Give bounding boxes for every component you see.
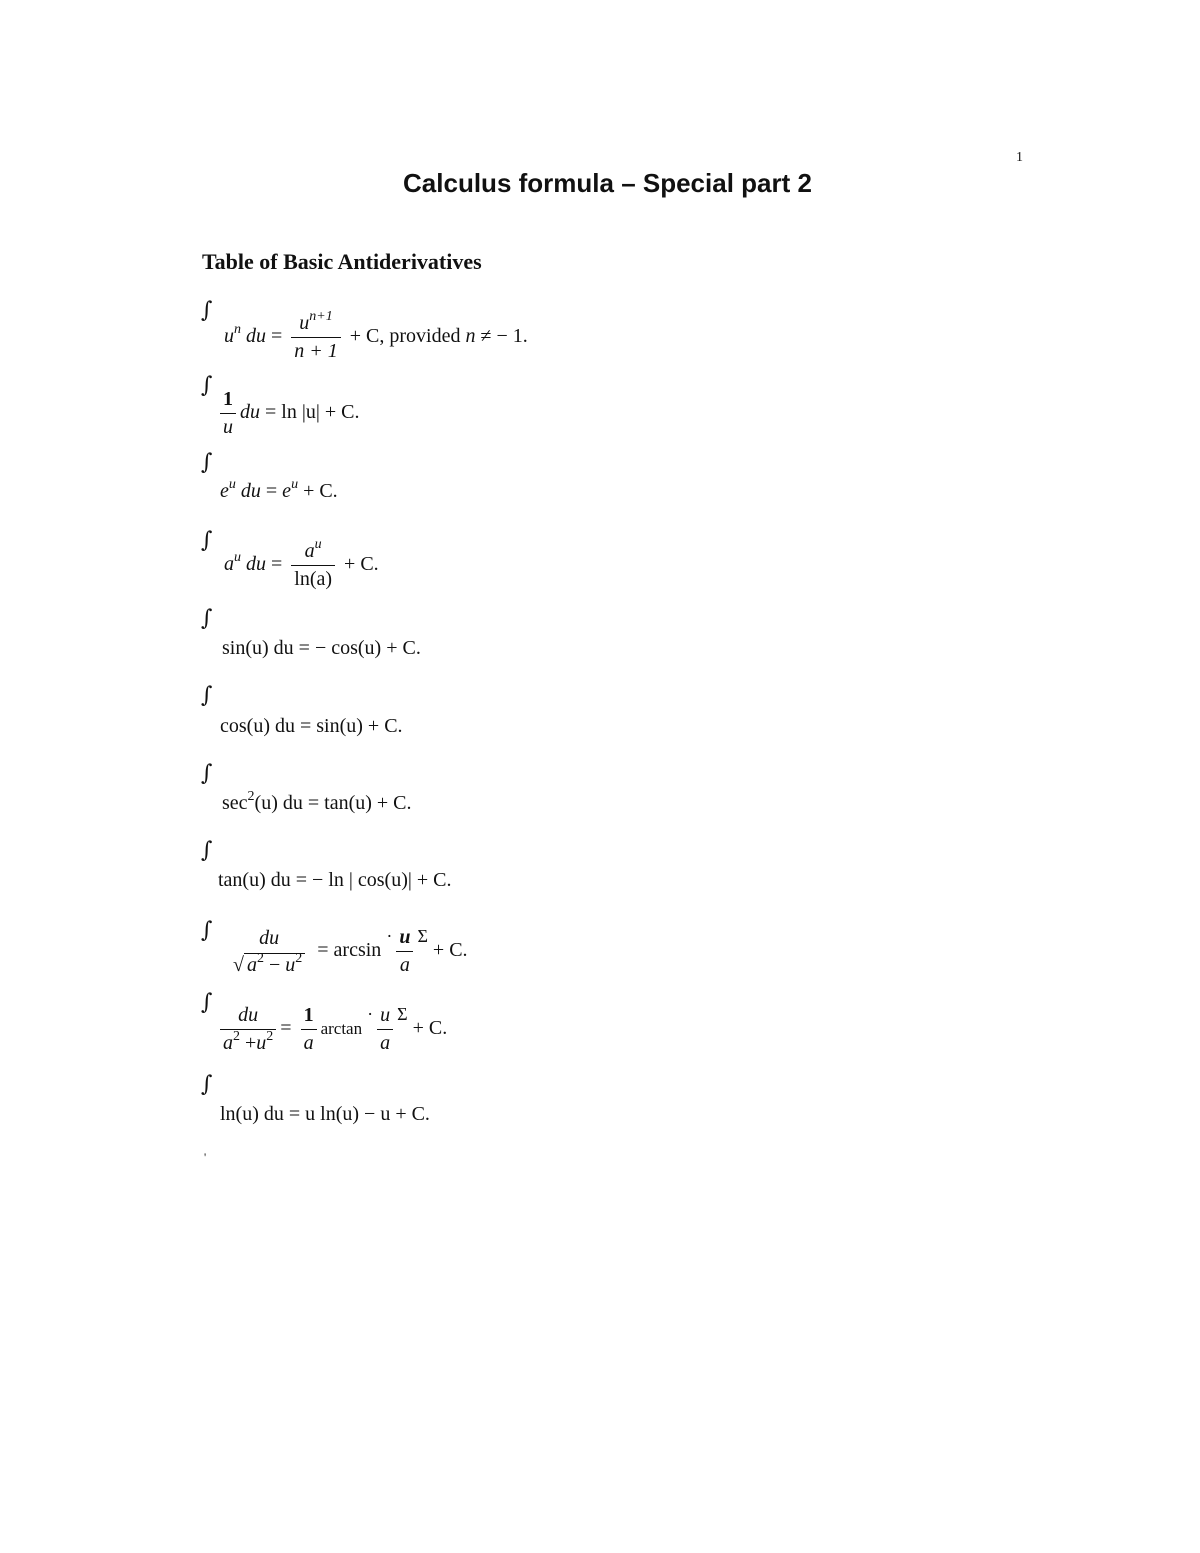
formula-rest: (u) du = tan(u) + C.	[254, 792, 412, 814]
section-heading: Table of Basic Antiderivatives	[202, 249, 482, 274]
page-title: Calculus formula – Special part 2	[403, 168, 812, 198]
radicand-exponent: 2	[256, 950, 264, 966]
radicand-term: u	[285, 953, 296, 976]
formula-equals: =	[271, 553, 283, 576]
formula-secant-squared-rule	[222, 789, 412, 815]
denominator-exponent: 2	[266, 1029, 274, 1044]
formula-differential: du	[240, 480, 261, 502]
page-number: 1	[1016, 150, 1023, 165]
formula-differential: du	[246, 325, 266, 348]
formula-fraction	[230, 927, 308, 977]
stray-mark: '	[204, 1150, 207, 1164]
fraction-denominator: n + 1	[291, 337, 341, 363]
right-paren-icon: Σ	[417, 926, 428, 947]
formula-arctangent-rule	[216, 1004, 447, 1055]
formula-term: u	[224, 325, 234, 348]
formula-equals: =	[280, 1017, 292, 1040]
integral-sign: ∫	[201, 450, 213, 475]
formula-exponential-rule	[220, 477, 338, 503]
fraction-numerator: u	[299, 312, 310, 334]
formula-argument-fraction	[377, 1004, 393, 1055]
formula-function: sec	[222, 792, 248, 814]
formula-argument-fraction	[396, 926, 413, 977]
formula-arcsine-rule	[226, 926, 468, 977]
fraction-numerator: u	[399, 926, 411, 948]
formula-term: a	[224, 553, 234, 576]
formula-tail: + C.	[344, 553, 379, 576]
fraction-numerator: u	[380, 1004, 391, 1026]
integral-sign: ∫	[201, 298, 213, 323]
formula-condition: ≠ − 1.	[480, 325, 528, 348]
integral-sign: ∫	[201, 373, 213, 398]
fraction-numerator: du	[238, 1004, 259, 1026]
formula-coefficient-fraction	[301, 1004, 317, 1055]
integral-sign: ∫	[201, 606, 213, 631]
formula-general-exponential-rule	[224, 537, 379, 591]
formula-exponent: n	[234, 322, 241, 338]
radicand-operator: −	[268, 953, 281, 976]
formula-exponent: u	[234, 550, 241, 566]
formula-differential: du	[246, 553, 266, 576]
left-paren-icon: ·	[367, 1004, 374, 1025]
formula-tail: + C.	[432, 939, 468, 962]
fraction-denominator: a	[396, 951, 413, 977]
formula-tail: + C.	[412, 1017, 448, 1040]
square-root	[233, 950, 305, 977]
fraction-numerator-exponent: n+1	[309, 309, 333, 324]
formula-reciprocal-rule	[216, 388, 359, 439]
fraction-numerator: 1	[223, 388, 233, 410]
formula-exponent: u	[291, 477, 299, 492]
integral-sign: ∫	[201, 761, 213, 786]
formula-differential: du	[240, 401, 260, 424]
left-paren-icon: ·	[386, 926, 393, 947]
radicand-term: a	[246, 953, 257, 976]
fraction-numerator-exponent: u	[314, 537, 322, 552]
integral-sign: ∫	[201, 683, 213, 708]
formula-term: e	[282, 480, 292, 502]
formula-equals: =	[265, 480, 278, 502]
fraction-numerator: du	[259, 926, 280, 949]
formula-tangent-rule: tan(u) du = − ln | cos(u)| + C.	[218, 869, 452, 891]
denominator-term: a	[223, 1032, 233, 1054]
integral-sign: ∫	[201, 990, 213, 1015]
integral-sign: ∫	[201, 838, 213, 863]
denominator-term: u	[256, 1032, 267, 1054]
formula-fraction	[220, 388, 236, 439]
integral-sign: ∫	[201, 528, 213, 553]
formula-exponent: 2	[247, 789, 255, 804]
formula-rhs: = ln |u| + C.	[265, 401, 360, 424]
radicand-exponent: 2	[295, 950, 303, 966]
formula-exponent: u	[228, 477, 236, 492]
fraction-numerator: a	[304, 540, 315, 562]
right-paren-icon: Σ	[397, 1004, 408, 1025]
fraction-denominator: a	[377, 1029, 393, 1055]
formula-cosine-rule: cos(u) du = sin(u) + C.	[220, 715, 403, 737]
formula-function: arctan	[320, 1019, 363, 1039]
formula-equals: =	[271, 325, 283, 348]
formula-fraction	[291, 309, 341, 363]
formula-condition-variable: n	[465, 325, 476, 348]
formula-logarithm-rule: ln(u) du = u ln(u) − u + C.	[220, 1103, 430, 1125]
formula-sine-rule: sin(u) du = − cos(u) + C.	[222, 637, 421, 659]
fraction-denominator: a	[301, 1029, 317, 1055]
formula-function: = arcsin	[317, 939, 382, 962]
fraction-denominator	[230, 952, 308, 977]
fraction-denominator: ln(a)	[291, 565, 335, 591]
formula-fraction	[220, 1004, 276, 1055]
formula-tail: + C.	[303, 480, 338, 502]
denominator-exponent: 2	[233, 1029, 240, 1044]
formula-power-rule	[224, 309, 528, 363]
formula-term: e	[220, 480, 229, 502]
denominator-operator: +	[245, 1032, 257, 1054]
formula-fraction	[291, 537, 335, 591]
integral-sign: ∫	[201, 1072, 213, 1097]
formula-tail: + C, provided	[349, 325, 461, 348]
radical-sign-icon: √	[233, 953, 244, 976]
fraction-numerator: 1	[303, 1004, 314, 1026]
fraction-denominator: u	[220, 413, 236, 439]
integral-sign: ∫	[201, 918, 213, 943]
